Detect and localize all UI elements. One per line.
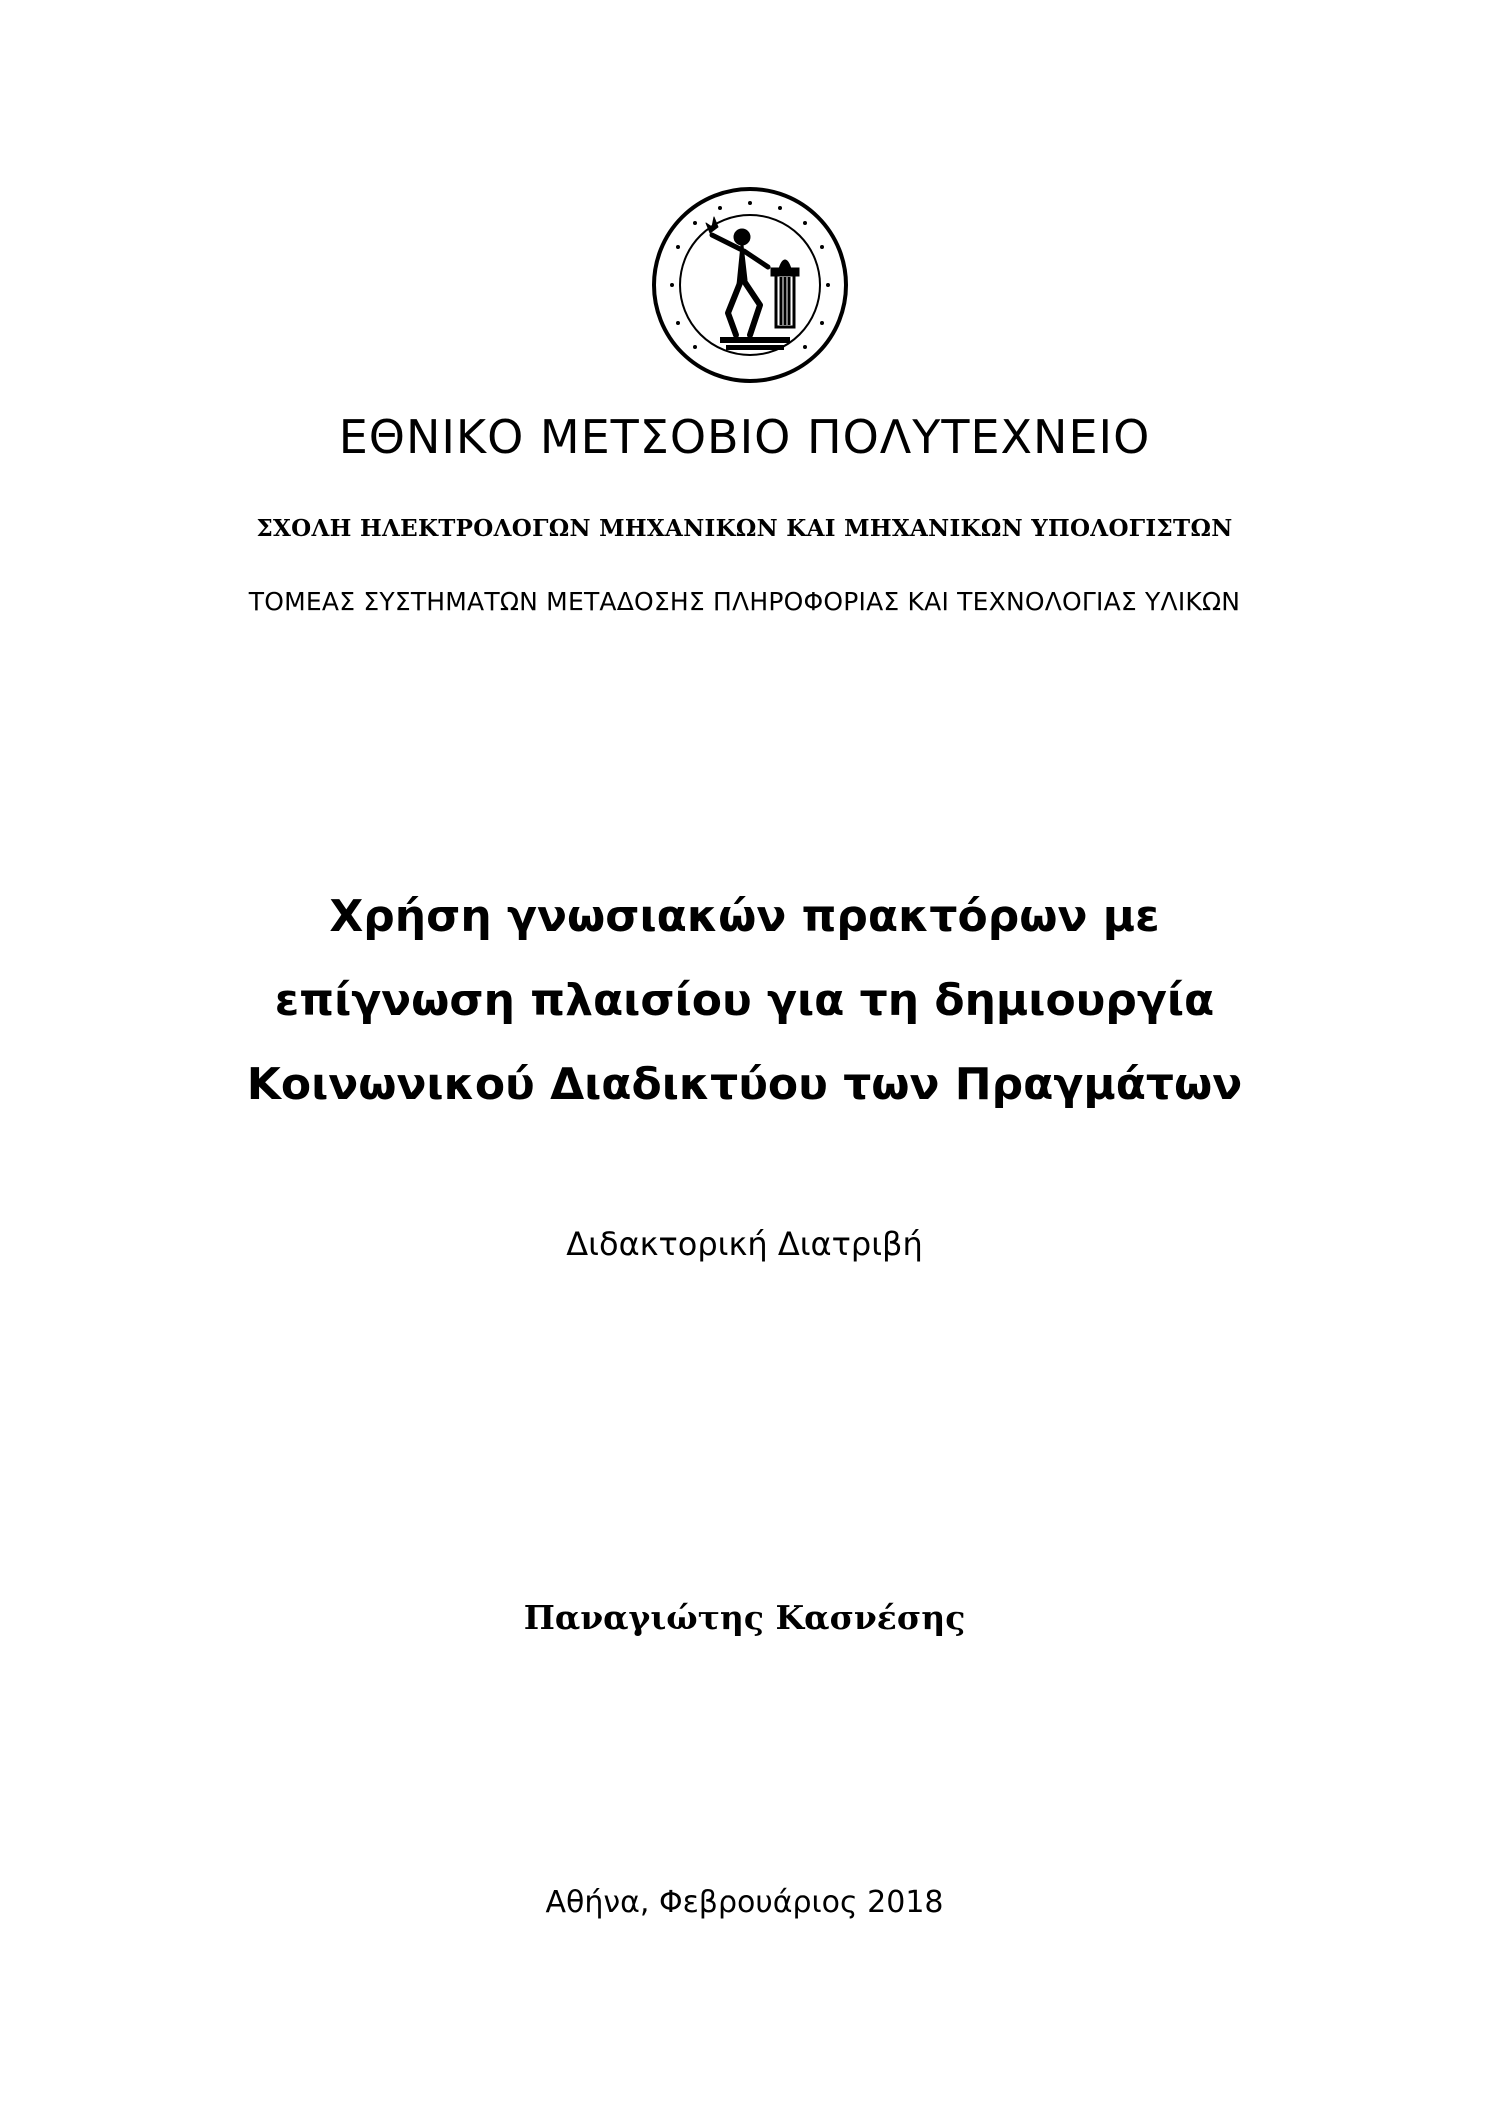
thesis-title-line: Χρήση γνωσιακών πρακτόρων με — [329, 891, 1160, 942]
thesis-title — [0, 875, 1489, 1127]
author-name: Παναγιώτης Κασνέσης — [523, 1598, 966, 1637]
university-seal-icon — [650, 185, 850, 385]
university-name: ΕΘΝΙΚΟ ΜΕΤΣΟΒΙΟ ΠΟΛΥΤΕΧΝΕΙΟ — [338, 410, 1151, 464]
document-type: Διδακτορική Διατριβή — [566, 1225, 923, 1263]
thesis-title-line: Κοινωνικού Διαδικτύου των Πραγμάτων — [246, 1059, 1243, 1110]
thesis-title-line: επίγνωση πλαισίου για τη δημιουργία — [274, 975, 1215, 1026]
place-and-date: Αθήνα, Φεβρουάριος 2018 — [545, 1885, 944, 1920]
division-name: ΤΟΜΕΑΣ ΣΥΣΤΗΜΑΤΩΝ ΜΕΤΑΔΟΣΗΣ ΠΛΗΡΟΦΟΡΙΑΣ ΚΑΙ ΤΕΧΝΟΛΟΓΙΑΣ ΥΛΙΚΩΝ — [248, 587, 1241, 616]
school-name: ΣΧΟΛΗ ΗΛΕΚΤΡΟΛΟΓΩΝ ΜΗΧΑΝΙΚΩΝ ΚΑΙ ΜΗΧΑΝΙΚΩΝ ΥΠΟΛΟΓΙΣΤΩΝ — [256, 515, 1233, 542]
